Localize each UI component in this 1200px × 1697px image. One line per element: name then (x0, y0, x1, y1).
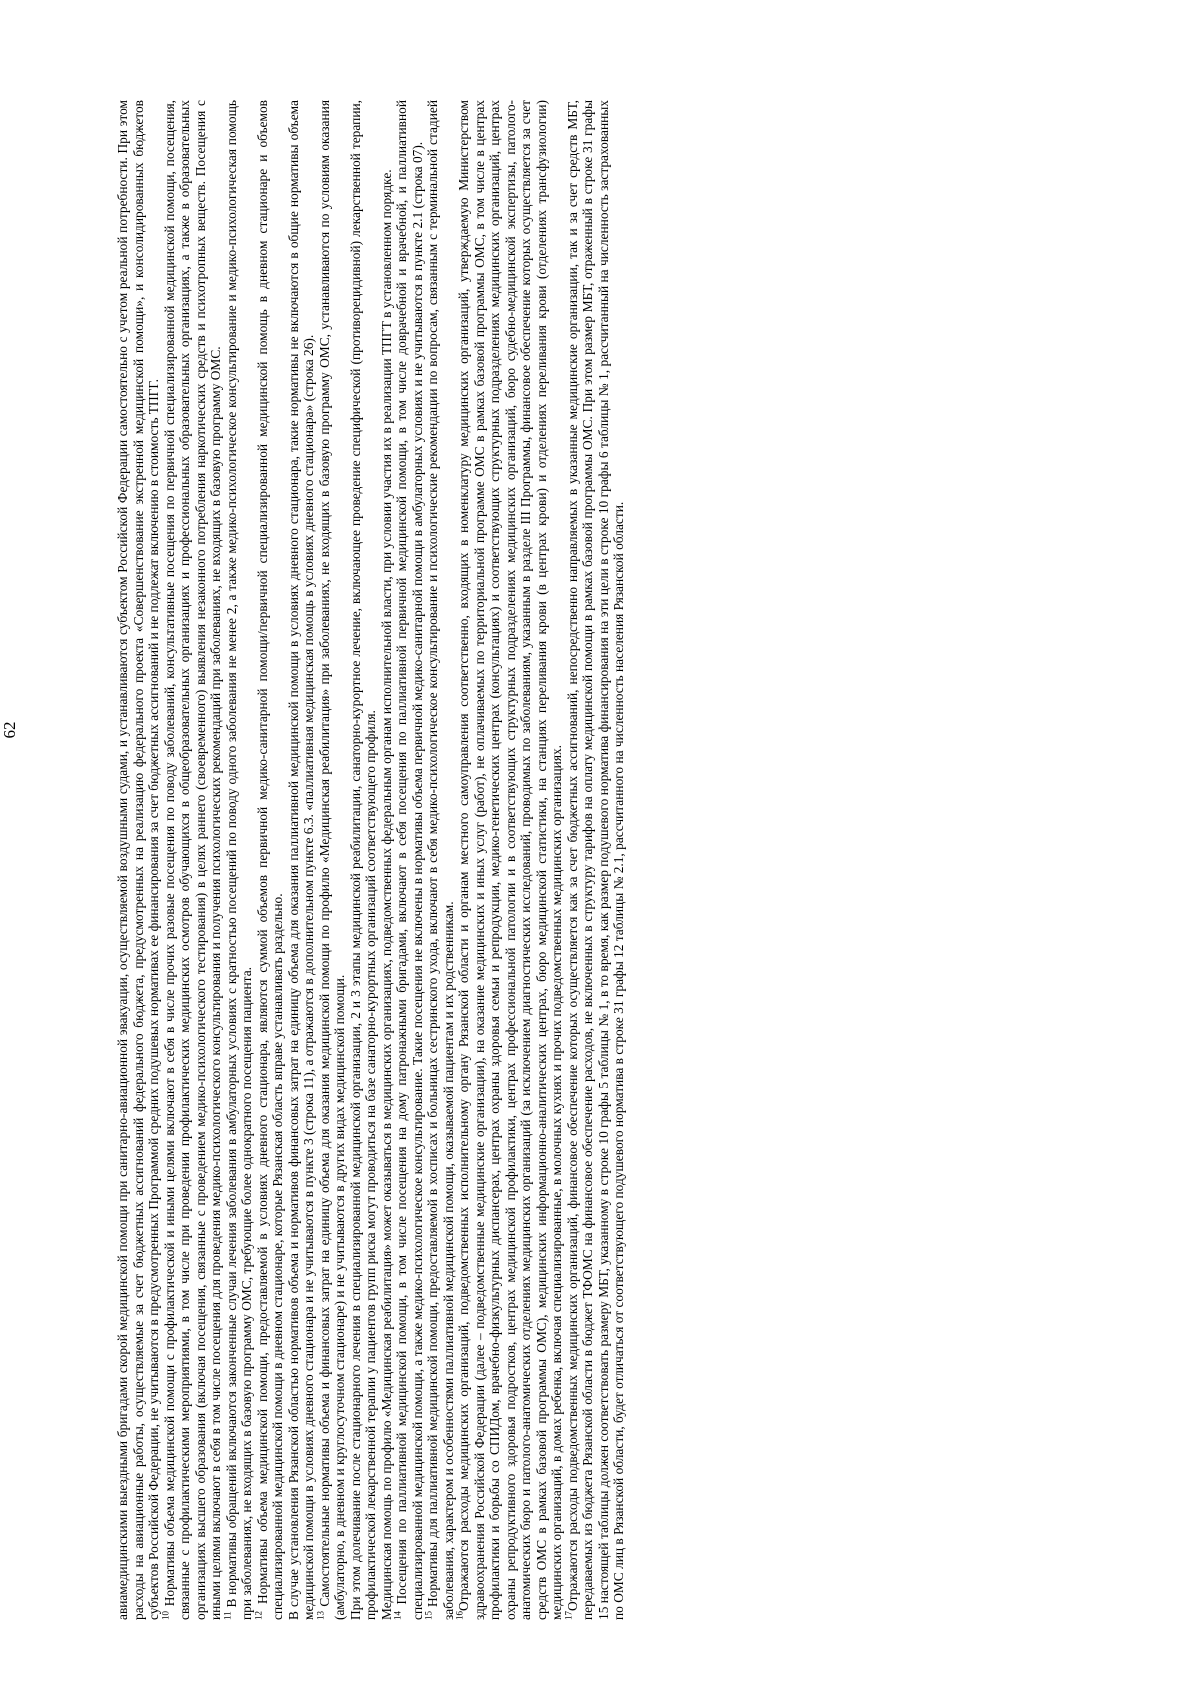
paragraph-text: Нормативы для паллиативной медицинской помощи, предоставляемой в хосписах и больницах сестринского ухода, включают в себя медико-психологическое консультирование и психологические рекомендации по вопросам, связанным с терминальной стадией заболевания, характером и особенностями паллиативной медицинской помощи, оказываемой пациентам и их родственникам. (425, 100, 456, 1620)
paragraph (425, 100, 456, 1620)
paragraph (456, 100, 565, 1620)
paragraph-text: Медицинская помощь по профилю «Медицинская реабилитация» может оказываться в медицинских организациях, подведомственных федеральным органам исполнительной власти, при условии участия их в реализации ТПГТ в установленном порядке. (378, 169, 394, 1620)
footnote-marker: 15 (423, 1611, 434, 1620)
paragraph (286, 100, 317, 1620)
page-number: 62 (0, 721, 19, 739)
footnote-marker: 11 (222, 1611, 233, 1620)
paragraph-text: Посещения по паллиативной медицинской помощи, в том числе посещения на дому патронажными бригадами, включают в себя посещения по паллиативной первичной медицинской помощи, в том числе доврачебной и врачебной, и паллиативной специализированной медицинской помощи, а также медико-психологическое консультирование. Такие посещения не включены в нормативы объема первичной медико-санитарной помощи в амбулаторных условиях и не учитываются в пункте 2.1 (строка 07). (394, 100, 425, 1620)
paragraph-text: авиамедицинскими выездными бригадами скорой медицинской помощи при санитарно-авиационной эвакуации, осуществляемой воздушными судами, и устанавливаются субъектом Российской Федерации самостоятельно с учетом реальной потребности. При этом расходы на авиационные работы, осуществляемые за счет бюджетных ассигнований федерального бюджета, предусмотренных на реализацию федерального проекта «Совершенствование экстренной медицинской помощи», и консолидированных бюджетов субъектов Российской Федерации, не учитываются в предусмотренных Программой средних подушевых нормативах ее финансирования за счет бюджетных ассигнований и не подлежат включению в стоимость ТПГГ. (115, 100, 161, 1620)
paragraph-text: При этом долечивание после стационарного лечения в специализированной медицинской организации, 2 и 3 этапы медицинской реабилитации, санаторно-курортное лечение, включающее проведение специфической (противорецидивной) лекарственной терапии, профилактической лекарственной терапии у пациентов групп риска могут проводиться на базе санаторно-курортных организаций соответствующего профиля. (347, 100, 378, 1620)
footnote-marker: 16 (454, 1611, 465, 1620)
footnote-marker: 13 (315, 1611, 326, 1620)
paragraph (317, 100, 348, 1620)
document-body (115, 100, 1105, 1620)
paragraph (565, 100, 627, 1620)
paragraph-text: Самостоятельные нормативы объема и финансовых затрат на единицу объема для оказания медицинской помощи по профилю «Медицинская реабилитация» при заболеваниях, не входящих в базовую программу ОМС, устанавливаются по условиям оказания (амбулаторно, в дневном и круглосуточном стационаре) и не учитываются в других видах медицинской помощи. (316, 100, 347, 1620)
paragraph-text: В случае установления Рязанской областью нормативов объема и нормативов финансовых затрат на единицу объема для оказания паллиативной медицинской помощи в условиях дневного стационара, такие нормативы не включаются в общие нормативы объема медицинской помощи в условиях дневного стационара и не учитываются в пункте 3 (строка 11), а отражаются в дополнительном пункте 6.3. «паллиативная медицинская помощь в условиях дневного стационара» (строка 26). (285, 100, 316, 1620)
footnote-marker: 14 (392, 1611, 403, 1620)
paragraph (162, 100, 224, 1620)
paragraph (224, 100, 255, 1620)
paragraph (394, 100, 425, 1620)
paragraph (379, 100, 395, 1620)
paragraph (255, 100, 286, 1620)
footnote-marker: 10 (160, 1611, 171, 1620)
paragraph-text: Нормативы объема медицинской помощи с профилактической и иными целями включают в себя в числе прочих разовые посещения по поводу заболеваний, консультативные посещения по первичной специализированной медицинской помощи, посещения, связанные с профилактическими мероприятиями, в том числе при проведении профилактических медицинских осмотров обучающихся в общеобразовательных организациях и профессиональных образовательных организациях, а также в образовательных организациях высшего образования (включая посещения, связанные с проведением медико-психологического тестирования) в целях раннего (своевременного) выявления незаконного потребления наркотических средств и психотропных веществ. Посещения с иными целями включают в себя в том числе посещения для проведения медико-психологического консультирования и получения психологических рекомендаций при заболеваниях, не входящих в базовую программу ОМС. (161, 100, 223, 1620)
footnote-marker: 12 (253, 1611, 264, 1620)
paragraph-text: Нормативы объема медицинской помощи, предоставляемой в условиях дневного стационара, являются суммой объемов первичной медико-санитарной помощи/первичной специализированной медицинской помощь в дневном стационаре и объемов специализированной медицинской помощи в дневном стационаре, которые Рязанская область вправе устанавливать раздельно. (254, 100, 285, 1620)
paragraph (348, 100, 379, 1620)
paragraph-text: В нормативы обращений включаются законченные случаи лечения заболевания в амбулаторных условиях с кратностью посещений по поводу одного заболевания не менее 2, а также медико-психологическое консультирование и медико-психологическая помощь при заболеваниях, не входящих в базовую программу ОМС, требующие более однократного посещения пациента. (223, 100, 254, 1620)
footnote-marker: 17 (563, 1611, 574, 1620)
paragraph-text: Отражаются расходы медицинских организаций, подведомственных исполнительному органу Рязанской области и органам местного самоуправления соответственно, входящих в номенклатуру медицинских организаций, утверждаемую Министерством здравоохранения Российской Федерации (далее – подведомственные медицинские организации), на оказание медицинских и иных услуг (работ), не оплачиваемых по территориальной программе ОМС в рамках базовой программы ОМС, в том числе в центрах профилактики и борьбы со СПИДом, врачебно-физкультурных диспансерах, центрах охраны здоровья семьи и репродукции, медико-генетических центрах (консультациях) и соответствующих структурных подразделениях медицинских организаций, центрах охраны репродуктивного здоровья подростков, центрах медицинской профилактики, центрах профессиональной патологии и в соответствующих структурных подразделениях медицинских организаций, бюро судебно-медицинской экспертизы, патолого-анатомических бюро и патолого-анатомических отделениях медицинских организаций (за исключением диагностических исследований, проводимых по заболеваниям, указанным в разделе III Программы, финансовое обеспечение которых осуществляется за счет средств ОМС в рамках базовой программы ОМС), медицинских информационно-аналитических центрах, бюро медицинской статистики, на станциях переливания крови (в центрах крови) и отделениях переливания крови (отделениях трансфузиологии) медицинских организаций, в домах ребенка, включая специализированные, в молочных кухнях и прочих подведомственных медицинских организациях. (456, 100, 564, 1620)
paragraph (115, 100, 162, 1620)
paragraph-text: Отражаются расходы подведомственных медицинских организаций, финансовое обеспечение которых осуществляется как за счет бюджетных ассигнований, непосредственно направляемых в указанные медицинские организации, так и за счет средств МБТ, передаваемых из бюджета Рязанской области в бюджет ТФОМС на финансовое обеспечение расходов, не включенных в структуру тарифов на оплату медицинской помощи в рамках базовой программы ОМС. При этом размер МБТ, отраженный в строке 31 графы 15 настоящей таблицы должен соответствовать размеру МБТ, указанному в строке 10 графы 5 таблицы № 1, в то время, как размер подушевого норматива финансирования на эти цели в строке 10 графы 6 таблицы № 1, рассчитанный на численность застрахованных по ОМС лиц в Рязанской области, будет отличаться от соответствующего подушевого норматива в строке 31 графы 12 таблицы № 2.1, рассчитанного на численность населения Рязанской области. (564, 100, 626, 1620)
